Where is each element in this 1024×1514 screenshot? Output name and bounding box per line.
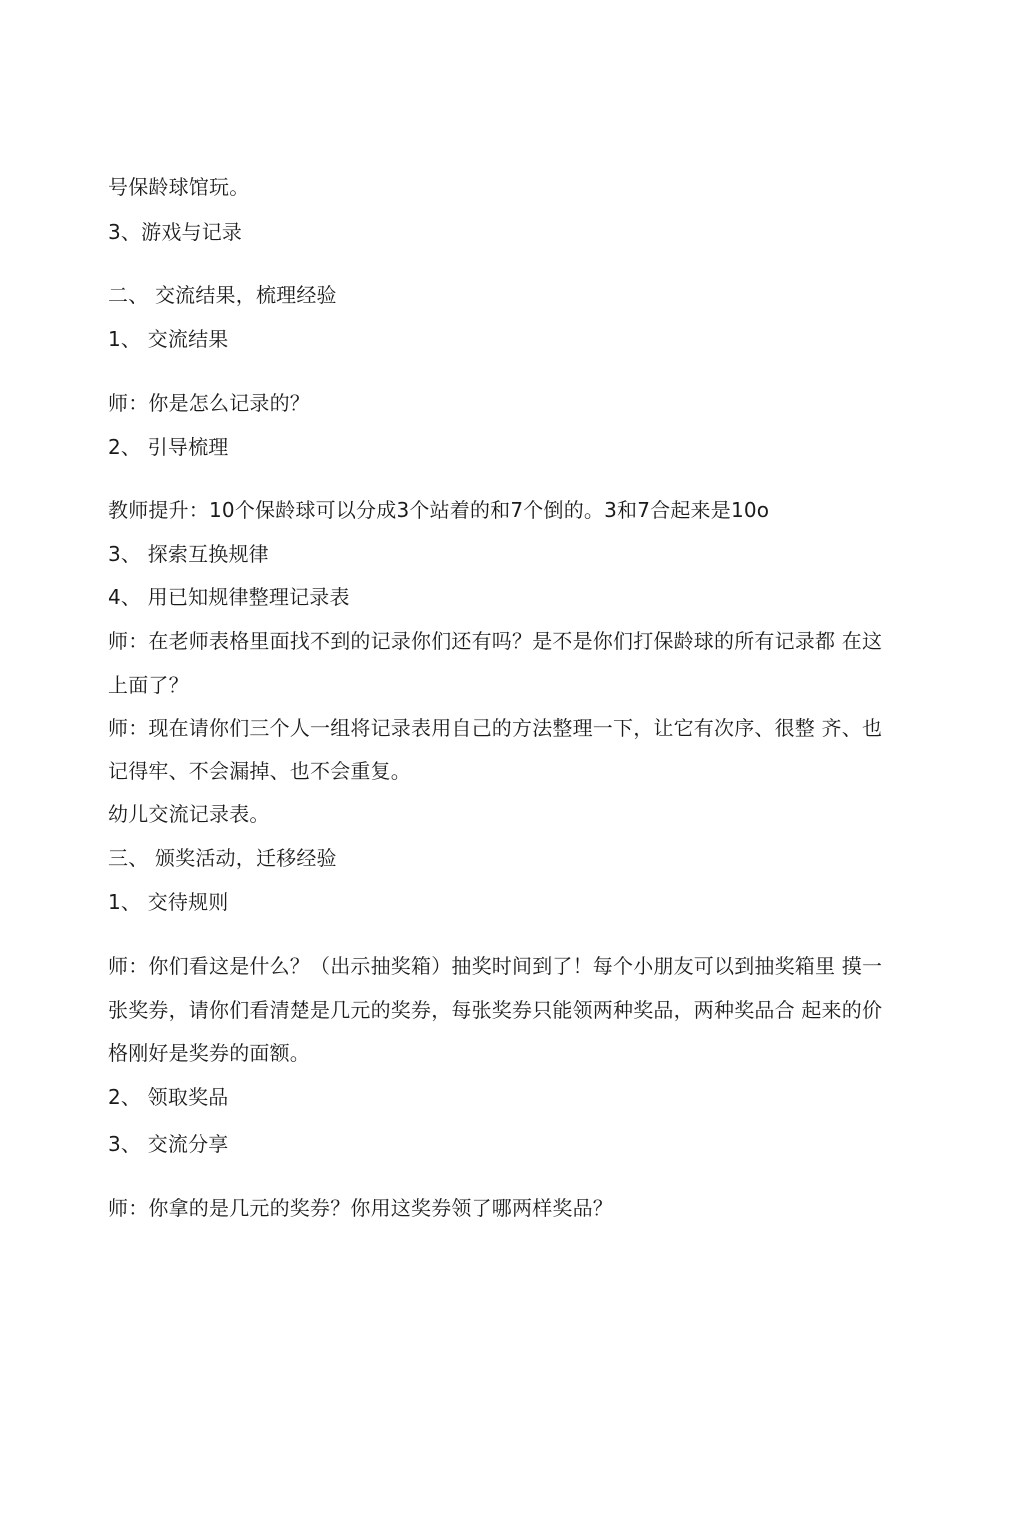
section-heading-3: 三、 颁奖活动，迁移经验: [108, 846, 337, 870]
teacher-rules-line-3: 格刚好是奖券的面额。: [108, 1041, 310, 1065]
step-heading-exchange-results: 1、 交流结果: [108, 327, 229, 351]
teacher-summary: 教师提升：10个保龄球可以分成3个站着的和7个倒的。3和7合起来是10o: [108, 498, 770, 522]
step-heading-share: 3、 交流分享: [108, 1132, 229, 1156]
teacher-question-2-line-2: 上面了？: [108, 673, 189, 697]
teacher-rules-line-1: 师：你们看这是什么？（出示抽奖箱）抽奖时间到了！每个小朋友可以到抽奖箱里 摸一: [108, 954, 883, 978]
teacher-instruction-line-1: 师：现在请你们三个人一组将记录表用自己的方法整理一下，让它有次序、很整 齐、也: [108, 716, 883, 740]
teacher-instruction-line-2: 记得牢、不会漏掉、也不会重复。: [108, 759, 411, 783]
step-heading-game-record: 3、游戏与记录: [108, 220, 243, 244]
teacher-question-3: 师：你拿的是几元的奖券？你用这奖券领了哪两样奖品？: [108, 1196, 613, 1220]
teacher-rules-line-2: 张奖券，请你们看清楚是几元的奖券，每张奖券只能领两种奖品，两种奖品合 起来的价: [108, 998, 883, 1022]
teacher-question-1: 师：你是怎么记录的？: [108, 391, 310, 415]
step-heading-organize: 4、 用已知规律整理记录表: [108, 585, 350, 609]
step-heading-guide: 2、 引导梳理: [108, 435, 229, 459]
step-heading-rules: 1、 交待规则: [108, 890, 229, 914]
text-line-continuation: 号保龄球馆玩。: [108, 175, 250, 199]
children-activity: 幼儿交流记录表。: [108, 802, 270, 826]
step-heading-collect-prizes: 2、 领取奖品: [108, 1085, 229, 1109]
step-heading-explore: 3、 探索互换规律: [108, 542, 269, 566]
teacher-question-2-line-1: 师：在老师表格里面找不到的记录你们还有吗？是不是你们打保龄球的所有记录都 在这: [108, 629, 883, 653]
section-heading-2: 二、 交流结果，梳理经验: [108, 283, 337, 307]
